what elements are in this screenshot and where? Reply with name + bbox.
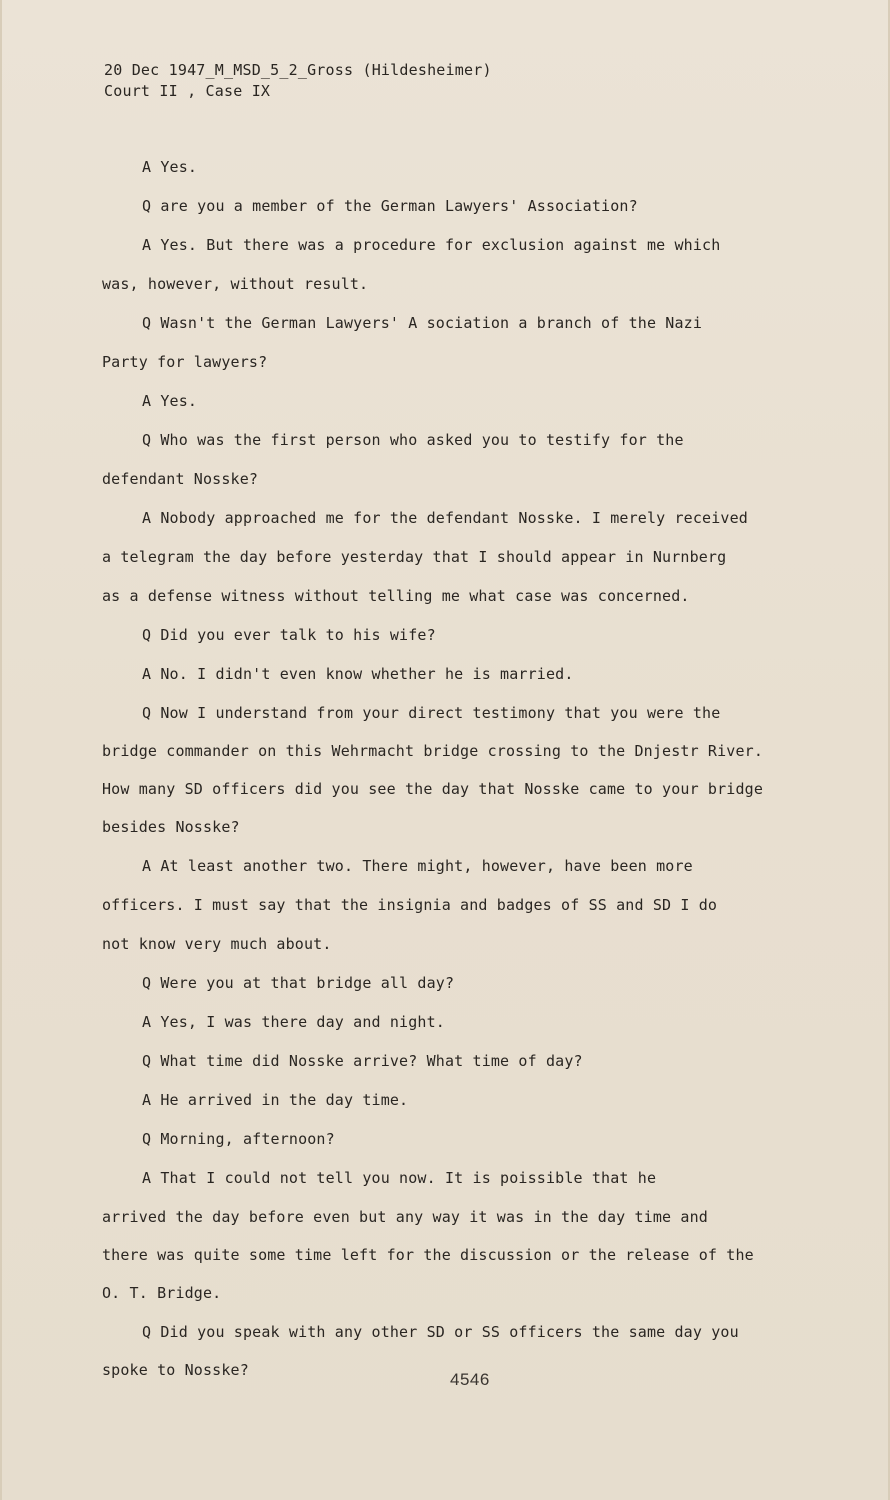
transcript-line: Q What time did Nosske arrive? What time of day? (142, 1052, 583, 1070)
transcript-line: Q Morning, afternoon? (142, 1130, 335, 1148)
transcript-line: Q Who was the first person who asked you to testify for the (142, 431, 684, 449)
transcript-line: A Nobody approached me for the defendant Nosske. I merely received (142, 509, 748, 527)
transcript-line: as a defense witness without telling me what case was concerned. (102, 587, 690, 605)
transcript-line: bridge commander on this Wehrmacht bridge crossing to the Dnjestr River. (102, 742, 764, 760)
header-date-line: 20 Dec 1947_M_MSD_5_2_Gross (Hildesheimer) (104, 61, 492, 79)
page-number: 4546 (450, 1370, 490, 1389)
transcript-line: not know very much about. (102, 935, 332, 953)
transcript-line: Q Did you speak with any other SD or SS officers the same day you (142, 1323, 739, 1341)
transcript-line: besides Nosske? (102, 818, 240, 836)
transcript-line: Q are you a member of the German Lawyers' Association? (142, 197, 638, 215)
transcript-line: A That I could not tell you now. It is poissible that he (142, 1169, 657, 1187)
transcript-line: Q Wasn't the German Lawyers' A sociation a branch of the Nazi (142, 314, 703, 332)
transcript-line: was, however, without result. (102, 275, 369, 293)
transcript-line: A At least another two. There might, however, have been more (142, 857, 693, 875)
transcript-line: Party for lawyers? (102, 353, 268, 371)
header-court-line: Court II , Case IX (104, 82, 271, 100)
transcript-line: arrived the day before even but any way it was in the day time and (102, 1208, 708, 1226)
transcript-line: defendant Nosske? (102, 470, 259, 488)
transcript-line: How many SD officers did you see the day that Nosske came to your bridge (102, 780, 764, 798)
transcript-line: officers. I must say that the insignia and badges of SS and SD I do (102, 896, 718, 914)
transcript-line: Q Did you ever talk to his wife? (142, 626, 436, 644)
transcript-line: Q Now I understand from your direct testimony that you were the (142, 704, 721, 722)
document-header (104, 60, 492, 102)
transcript-line: A Yes. (142, 392, 198, 410)
transcript-line: there was quite some time left for the discussion or the release of the (102, 1246, 754, 1264)
transcript-line: spoke to Nosske? (102, 1361, 249, 1379)
transcript-line: A Yes. But there was a procedure for exclusion against me which (142, 236, 721, 254)
transcript-line: a telegram the day before yesterday that I should appear in Nurnberg (102, 548, 727, 566)
transcript-line: O. T. Bridge. (102, 1284, 222, 1302)
transcript-line: A Yes. (142, 158, 198, 176)
transcript-line: A He arrived in the day time. (142, 1091, 409, 1109)
transcript-line: Q Were you at that bridge all day? (142, 974, 455, 992)
transcript-line: A No. I didn't even know whether he is married. (142, 665, 574, 683)
transcript-line: A Yes, I was there day and night. (142, 1013, 445, 1031)
